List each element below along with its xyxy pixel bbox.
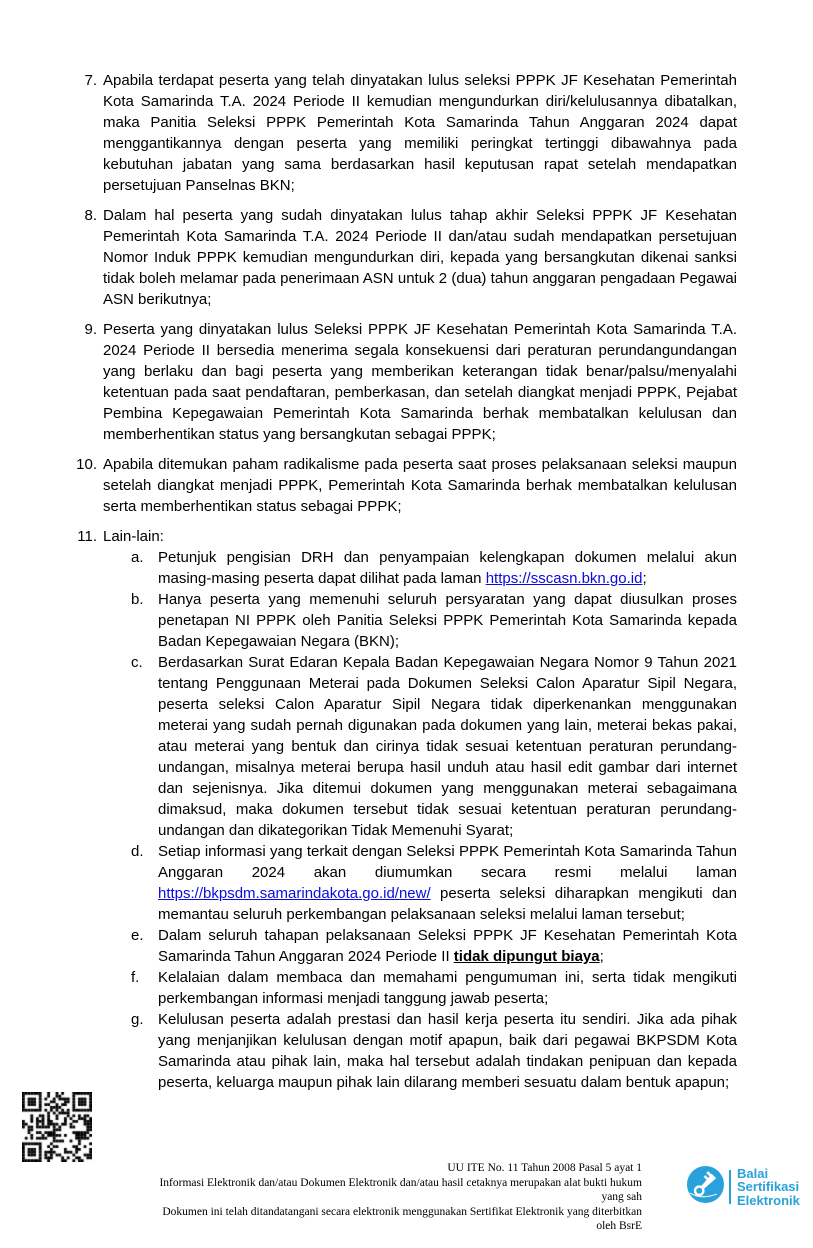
legal-footer (142, 1161, 642, 1234)
sub-list-item (103, 841, 737, 925)
sub-item-text (158, 925, 737, 967)
item-number: 7. (84, 72, 97, 89)
bsre-logo (687, 1166, 800, 1208)
bsre-logo-text (737, 1167, 800, 1208)
bsre-key-icon (687, 1166, 724, 1208)
text-segment: Hanya peserta yang memenuhi seluruh persyaratan yang dapat diusulkan proses penetapan NI PPPK oleh Panitia Seleksi PPPK Pemerintah Kota Samarinda kepada Badan Kepegawaian Negara (BKN); (158, 591, 737, 650)
qr-code (22, 1092, 92, 1162)
logo-line: Elektronik (737, 1192, 800, 1208)
sub-item-letter: f. (131, 969, 140, 986)
logo-divider (729, 1170, 731, 1204)
sub-item-letter: b. (131, 591, 144, 608)
bkpsdm-link[interactable]: https://bkpsdm.samarindakota.go.id/new/ (158, 885, 431, 902)
text-segment: Petunjuk pengisian DRH dan penyampaian kelengkapan dokumen melalui akun masing-masing peserta dapat dilihat pada laman (158, 549, 737, 587)
sub-list-item (103, 967, 737, 1009)
text-segment: Apabila terdapat peserta yang telah dinyatakan lulus seleksi PPPK JF Kesehatan Pemerintah Kota Samarinda T.A. 2024 Periode II kemudian mengundurkan diri/kelulusannya dibatalkan, maka Panitia Seleksi PPPK Pemerintah Kota Samarinda Tahun Anggaran 2024 dapat menggantikannya dengan peserta yang memiliki peringkat tertinggi dibawahnya pada kebutuhan jabatan yang sama berdasarkan hasil keputusan rapat setelah mendapatkan persetujuan Panselnas BKN; (103, 72, 737, 194)
item-text (103, 319, 737, 445)
list-item (62, 454, 737, 517)
paragraph (103, 205, 737, 310)
sub-list-item (103, 1009, 737, 1093)
text-segment: ; (642, 570, 647, 587)
list-item (62, 205, 737, 310)
item-number: 9. (84, 321, 97, 338)
item-number: 10. (76, 456, 97, 473)
text-segment: ; (599, 948, 604, 965)
sub-item-text (158, 967, 737, 1009)
text-segment: tidak dipungut biaya (453, 948, 600, 965)
item-number: 11. (77, 528, 97, 545)
list-item (62, 70, 737, 196)
text-segment: Peserta yang dinyatakan lulus Seleksi PPPK JF Kesehatan Pemerintah Kota Samarinda T.A. 2024 Periode II bersedia menerima segala konsekuensi dari peraturan perundangundangan yang berlaku dan bagi peserta yang memberikan keterangan tidak benar/palsu/menyalahi ketentuan pada saat pendaftaran, pemberkasan, dan setelah diangkat menjadi PPPK, Pejabat Pembina Kepegawaian Pemerintah Kota Samarinda berhak membatalkan kelulusan dan memberhentikan status yang bersangkutan sebagai PPPK; (103, 321, 737, 443)
paragraph (103, 70, 737, 196)
sub-list-item (103, 589, 737, 652)
item-text (103, 70, 737, 196)
sub-item-text (158, 589, 737, 652)
item-number: 8. (84, 207, 97, 224)
sub-list-item (103, 547, 737, 589)
logo-line: Balai (737, 1165, 769, 1181)
text-segment: Dalam hal peserta yang sudah dinyatakan lulus tahap akhir Seleksi PPPK JF Kesehatan Pemerintah Kota Samarinda T.A. 2024 Periode II dan/atau sudah mendapatkan persetujuan Nomor Induk PPPK kemudian mengundurkan diri, kepada yang bersangkutan dikenai sanksi tidak boleh melamar pada penerimaan ASN untuk 2 (dua) tahun anggaran pengadaan Pegawai ASN berikutnya; (103, 207, 737, 308)
legal-line: Informasi Elektronik dan/atau Dokumen Elektronik dan/atau hasil cetaknya merupakan alat bukti hukum yang sah (159, 1176, 642, 1203)
item-text (103, 454, 737, 517)
text-segment: Setiap informasi yang terkait dengan Seleksi PPPK Pemerintah Kota Samarinda Tahun Anggaran 2024 akan diumumkan secara resmi melalui laman (158, 843, 737, 881)
sub-item-text (158, 652, 737, 841)
paragraph (103, 319, 737, 445)
sub-item-letter: a. (131, 549, 144, 566)
sub-item-text (158, 1009, 737, 1093)
announcement-list (62, 70, 737, 1102)
text-segment: Kelalaian dalam membaca dan memahami pengumuman ini, serta tidak mengikuti perkembangan informasi menjadi tanggung jawab peserta; (158, 969, 737, 1007)
logo-line: Sertifikasi (737, 1179, 800, 1195)
item-text (103, 205, 737, 310)
text-segment: Dalam seluruh tahapan pelaksanaan Seleksi PPPK JF Kesehatan Pemerintah Kota Samarinda Tahun Anggaran 2024 Periode II (158, 927, 737, 965)
text-segment: peserta seleksi diharapkan mengikuti dan memantau seluruh perkembangan pelaksanaan seleksi melalui laman tersebut; (158, 885, 737, 923)
legal-line: Dokumen ini telah ditandatangani secara elektronik menggunakan Sertifikat Elektronik yang diterbitkan oleh BsrE (162, 1205, 642, 1232)
text-segment: Kelulusan peserta adalah prestasi dan hasil kerja peserta itu sendiri. Jika ada pihak yang menjanjikan kelulusan dengan motif apapun, baik dari pegawai BKPSDM Kota Samarinda atau pihak lain, maka hal tersebut adalah tindakan penipuan dan kepada peserta, keluarga maupun pihak lain dilarang memberi sesuatu dalam bentuk apapun; (158, 1011, 737, 1091)
legal-line: UU ITE No. 11 Tahun 2008 Pasal 5 ayat 1 (447, 1162, 642, 1174)
sub-list-item (103, 652, 737, 841)
sub-item-letter: c. (131, 654, 143, 671)
list-item (62, 319, 737, 445)
sub-item-text (158, 547, 737, 589)
sub-item-text (158, 841, 737, 925)
paragraph (103, 526, 737, 547)
paragraph (103, 454, 737, 517)
sscasn-link[interactable]: https://sscasn.bkn.go.id (485, 570, 643, 587)
sub-list-item (103, 925, 737, 967)
text-segment: Berdasarkan Surat Edaran Kepala Badan Kepegawaian Negara Nomor 9 Tahun 2021 tentang Penggunaan Meterai pada Dokumen Seleksi Calon Aparatur Sipil Negara, peserta seleksi Calon Aparatur Sipil Negara tidak diperkenankan menggunakan meterai yang sudah pernah digunakan pada dokumen yang lain, meterai bekas pakai, atau meterai yang bentuk dan cirinya tidak sesuai ketentuan peraturan perundang-undangan, misalnya meterai berupa hasil unduh atau hasil edit gambar dari internet dan sejenisnya. Jika ditemui dokumen yang menggunakan meterai sebagaimana dimaksud, maka dokumen tersebut tidak sesuai ketentuan peraturan perundang-undangan dan dikategorikan Tidak Memenuhi Syarat; (158, 654, 737, 839)
list-item (62, 526, 737, 1093)
text-segment: Lain-lain: (103, 528, 164, 545)
sub-item-letter: d. (131, 843, 144, 860)
sub-item-letter: e. (131, 927, 144, 944)
sub-item-letter: g. (131, 1011, 144, 1028)
item-text (103, 526, 737, 1093)
text-segment: Apabila ditemukan paham radikalisme pada peserta saat proses pelaksanaan seleksi maupun setelah diangkat menjadi PPPK, Pemerintah Kota Samarinda berhak membatalkan kelulusan serta memberhentikan status sebagai PPPK; (103, 456, 737, 515)
